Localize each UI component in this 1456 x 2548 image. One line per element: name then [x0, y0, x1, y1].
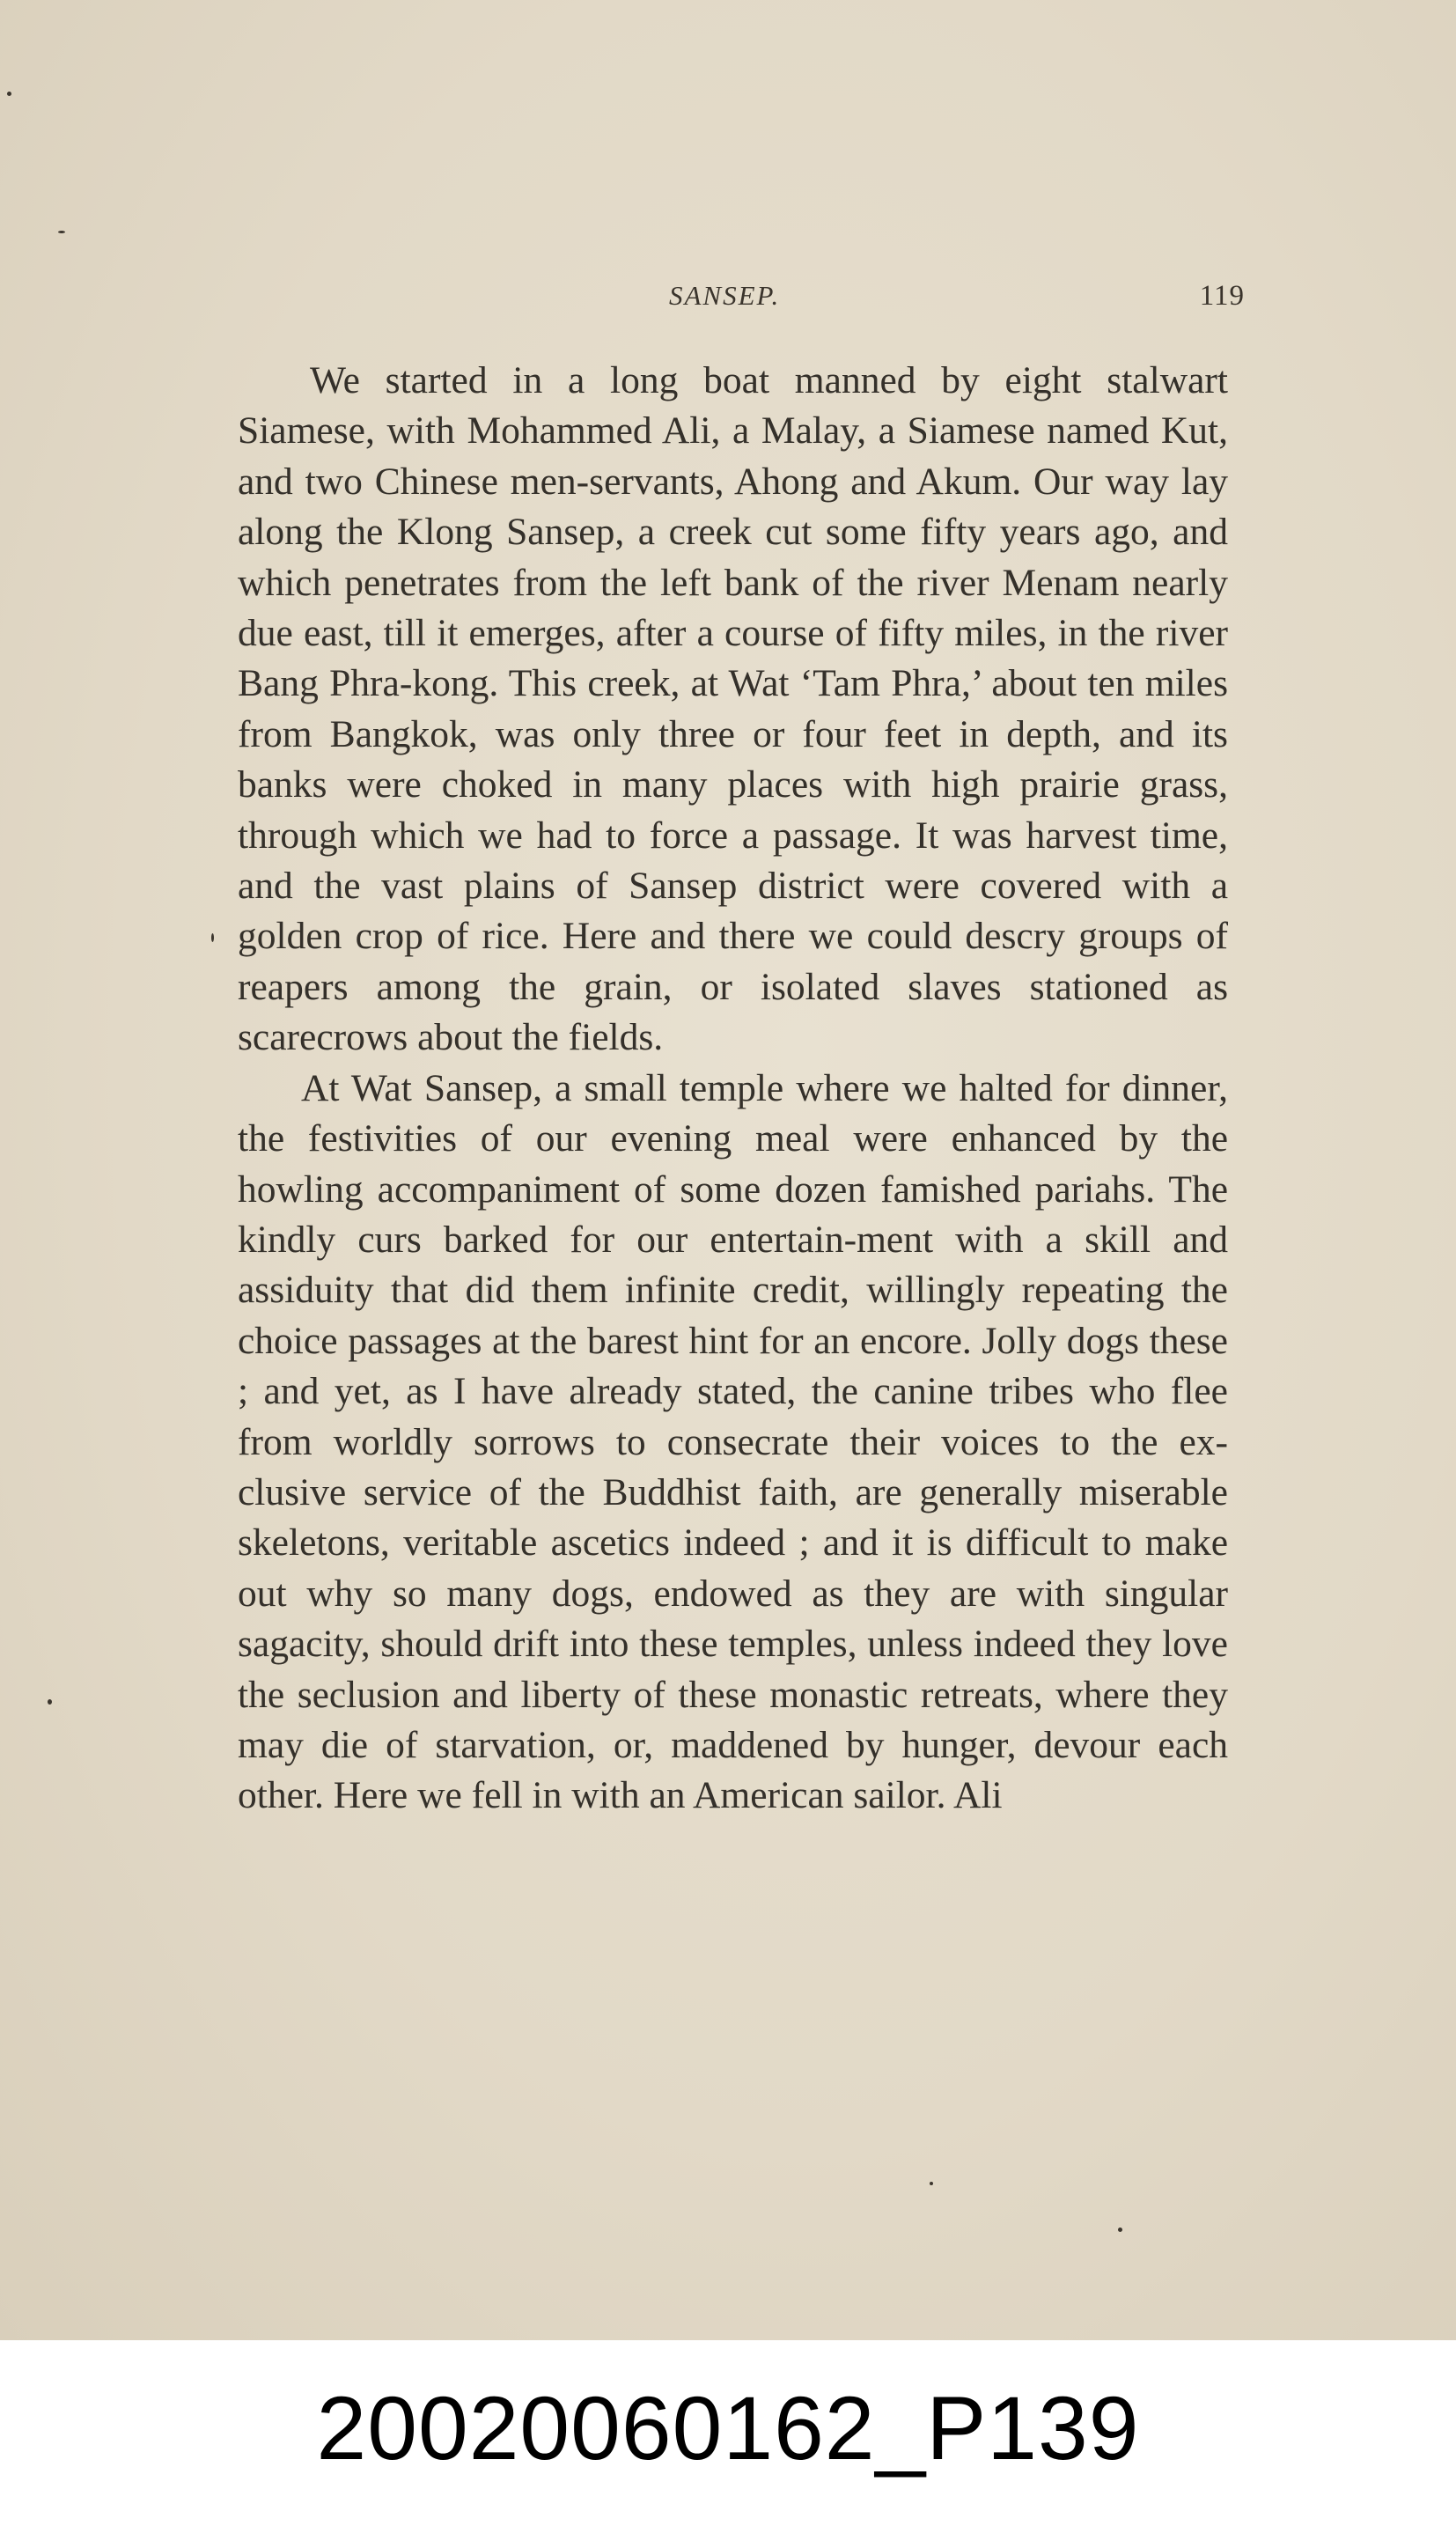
page-number: 119	[1199, 280, 1245, 312]
paper-speck	[58, 231, 65, 233]
footer-label-area	[0, 2340, 1456, 2548]
paragraph-1: We started in a long boat manned by eight stalwart Siamese, with Mohammed Ali, a Malay, a Siamese named Kut, and two Chinese men-servants, Ahong and Akum. Our way lay along the Klong Sansep, a creek cut some fifty years ago, and which penetrates from the left bank of the river Menam nearly due east, till it emerges, after a course of fifty miles, in the river Bang Phra-kong. This creek, at Wat ‘Tam Phra,’ about ten miles from Bangkok, was only three or four feet in depth, and its banks were choked in many places with high prairie grass, through which we had to force a passage. It was harvest time, and the vast plains of Sansep district were covered with a golden crop of rice. Here and there we could descry groups of reapers among the grain, or isolated slaves stationed as scarecrows about the fields.	[238, 359, 1228, 1059]
paper-speck	[211, 933, 214, 942]
paper-speck	[930, 2182, 933, 2185]
body-text	[238, 356, 1228, 1822]
running-title: SANSEP.	[669, 280, 781, 311]
catalog-id: 20020060162_P139	[316, 2378, 1140, 2478]
paper-speck	[48, 1699, 52, 1705]
running-head	[238, 280, 1250, 322]
paper-speck	[1118, 2228, 1122, 2232]
paper-speck	[7, 92, 11, 96]
paragraph-2: At Wat Sansep, a small temple where we halted for dinner, the festivities of our evening meal were enhanced by the howling accompaniment of some dozen famished pariahs. The kindly curs barked for our entertain-ment with a skill and assiduity that did them infinite credit, willingly repeating the choice passages at the barest hint for an encore. Jolly dogs these ; and yet, as I have already stated, the canine tribes who flee from worldly sorrows to consecrate their voices to the ex-clusive service of the Buddhist faith, are generally miserable skeletons, veritable ascetics indeed ; and it is difficult to make out why so many dogs, endowed as they are with singular sagacity, should drift into these temples, unless indeed they love the seclusion and liberty of these monastic retreats, where they may die of starvation, or, maddened by hunger, devour each other. Here we fell in with an American sailor. Ali	[238, 1066, 1228, 1817]
